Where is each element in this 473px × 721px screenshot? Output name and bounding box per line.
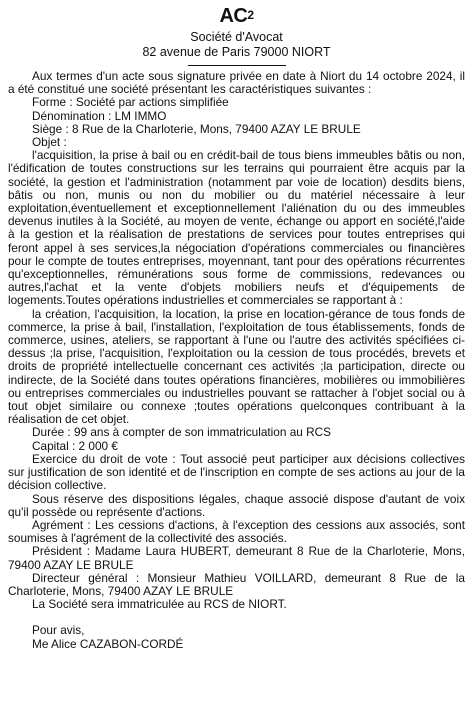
president-paragraph: Président : Madame Laura HUBERT, demeurant 8 Rue de la Charloterie, Mons, 79400 AZAY LE BRULE	[8, 544, 465, 572]
notice-body	[8, 70, 465, 651]
reserve-paragraph: Sous réserve des dispositions légales, chaque associé dispose d'autant de voix qu'il possède ou représente d'actions.	[8, 491, 465, 519]
objet-label: Objet :	[32, 135, 67, 150]
agrement-paragraph: Agrément : Les cessions d'actions, à l'exception des cessions aux associés, sont soumises à l'agrément de la collectivité des associés.	[8, 517, 465, 546]
duree-line: Durée : 99 ans à compter de son immatriculation au RCS	[32, 425, 331, 440]
forme-line: Forme : Société par actions simplifiée	[32, 95, 229, 110]
intro-paragraph: Aux termes d'un acte sous signature privée en date à Niort du 14 octobre 2024, il a été constitué une société présentant les caractéristiques suivantes :	[8, 69, 465, 97]
header-divider	[188, 65, 286, 66]
droit-vote-paragraph: Exercice du droit de vote : Tout associé peut participer aux décisions collectives sur justification de son identité et de l'inscription en compte de ses actions au jour de la décision collective.	[8, 451, 465, 493]
directeur-paragraph: Directeur général : Monsieur Mathieu VOILLARD, demeurant 8 Rue de la Charloterie, Mons, 79400 AZAY LE BRULE	[8, 570, 465, 598]
firm-header	[8, 6, 465, 66]
firm-name: Société d'Avocat	[190, 30, 283, 44]
capital-line: Capital : 2 000 €	[32, 438, 118, 453]
objet-paragraph-1: l'acquisition, la prise à bail ou en crédit-bail de tous biens immeubles bâtis ou non, l'édification de toutes constructions sur les terrains qui pourraient être acquis par la société, la gestion et l'administration (notamment par voie de location) desdits biens, bâtis ou non, munis ou non du mobilier ou du matériel nécessaire à leur exploitation,éventuellement et exceptionnellement l'aliénation du ou des immeubles devenus inutiles à la Société, au moyen de vente, échange ou apport en société,l'aide à la gestion et la réalisation de prestations de services pour toutes entreprises qui feront appel à ses services,la négociation d'opérations commerciales ou financières pour le compte de toutes entreprises, moyennant, tant pour des opérations récurrentes qu'exceptionnelles, rémunérations sous forme de commissions, redevances ou autres,l'achat et la vente d'objets mobiliers neufs et d'équipements de logements.Toutes opérations industrielles et commerciales se rapportant à :	[8, 148, 465, 308]
pour-avis-line: Pour avis,	[32, 623, 85, 638]
firm-address: 82 avenue de Paris 79000 NIORT	[142, 45, 331, 59]
firm-logo	[8, 6, 465, 26]
objet-paragraph-2: la création, l'acquisition, la location, la prise en location-gérance de tous fonds de commerce, la prise à bail, l'installation, l'exploitation de tous établissements, fonds de commerce, usines, ateliers, se rapportant à l'une ou l'autre des activités spécifiées ci-dessus ;la prise, l'acquisition, l'exploitation ou la cession de tous procédés, brevets et droits de propriété intellectuelle concernant ces activités ;la participation, directe ou indirecte, de la Société dans toutes opérations financières, mobilières ou immobilières ou entreprises commerciales ou industrielles pouvant se rattacher à l'objet social ou à tout objet similaire ou connexe ;toutes opérations quelconques contribuant à la réalisation de cet objet.	[8, 306, 465, 427]
siege-line: Siège : 8 Rue de la Charloterie, Mons, 79400 AZAY LE BRULE	[32, 121, 361, 136]
signatory-name: Me Alice CAZABON-CORDÉ	[32, 636, 184, 651]
rcs-line: La Société sera immatriculée au RCS de NIORT.	[32, 597, 287, 612]
denomination-line: Dénomination : LM IMMO	[32, 108, 167, 123]
logo-text: AC	[219, 5, 248, 27]
logo-superscript: 2	[247, 8, 254, 22]
